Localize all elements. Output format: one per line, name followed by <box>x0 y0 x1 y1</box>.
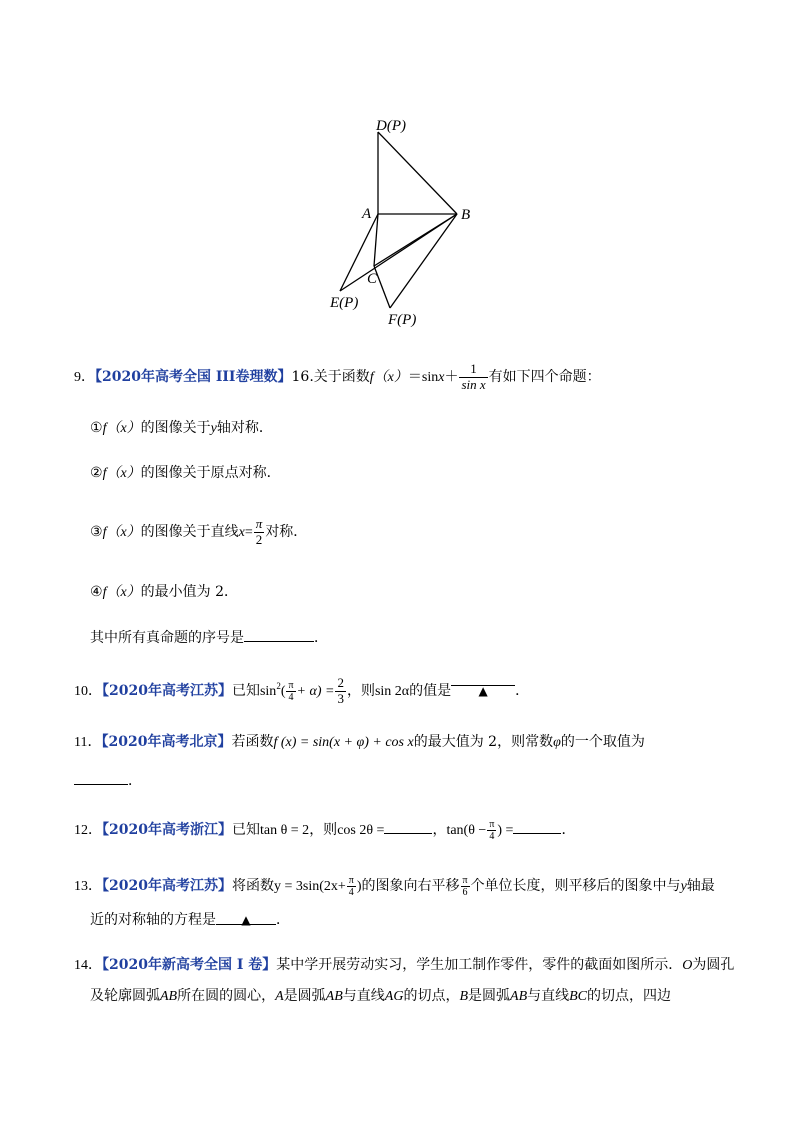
q13-answer-blank[interactable] <box>216 910 276 925</box>
q13-text-2: 的图象向右平移 <box>361 878 460 894</box>
q10-fraction-pi4 <box>286 680 295 703</box>
q10-text-1: 已知 <box>231 683 260 699</box>
q12-source-tag: 【2020年高考浙江】 <box>102 822 232 838</box>
q14-B: B <box>459 989 469 1004</box>
q9-suffix: 有如下四个命题： <box>488 369 601 385</box>
label-B: B <box>461 207 471 223</box>
q13-shift-num: π <box>462 874 468 886</box>
q9-item-4-marker: ④ <box>90 584 103 600</box>
q14-text-b: 所在圆的圆心， <box>177 988 276 1004</box>
q9-item-4 <box>90 582 238 603</box>
q12-end: ． <box>561 822 576 838</box>
q12-frac-num: π <box>489 818 495 830</box>
label-F: F(P) <box>388 312 417 328</box>
q10-rhs-den: 3 <box>337 690 344 706</box>
q9-item-3-text-b: 对称． <box>265 524 308 540</box>
q9-source-tag: 【2020年高考全国 III卷理数】 <box>95 369 292 385</box>
q10-sin2a: sin 2α <box>374 684 410 699</box>
q14-text-2: 为圆孔 <box>692 957 735 973</box>
label-A: A <box>362 206 372 222</box>
q11-text-3: 的一个取值为 <box>560 734 645 750</box>
q13-stem <box>74 866 715 907</box>
q12-tan2-b: ) = <box>497 823 514 838</box>
q10-sin: sin <box>259 684 277 699</box>
q9-stem <box>74 358 601 397</box>
q10-end: ． <box>515 683 530 699</box>
geometry-figure <box>300 108 500 338</box>
q14-O: O <box>682 958 693 973</box>
q9-item-3-eq: = <box>244 525 253 540</box>
q10-text-3: 的值是 <box>409 683 452 699</box>
q14-text-h: 的切点，四边 <box>587 988 672 1004</box>
q9-fx: f（x） <box>369 370 408 385</box>
q13-function-a: y = 3sin(2x+ <box>273 879 346 894</box>
q12-stem <box>74 810 575 851</box>
q10-blank-mark: ▲ <box>478 684 488 698</box>
q13-fraction-pi4 <box>347 875 356 898</box>
q12-fraction <box>487 819 496 842</box>
q14-text-g: 与直线 <box>527 988 570 1004</box>
q14-line-2 <box>90 986 671 1007</box>
q12-frac-den: 4 <box>489 830 495 842</box>
q13-frac-num: π <box>348 874 354 886</box>
q13-text-4: 轴最 <box>686 878 715 894</box>
q9-ask-text: 其中所有真命题的序号是 <box>90 630 244 646</box>
q9-plus: ＋ <box>444 370 459 385</box>
q11-number: 11． <box>74 735 102 750</box>
q10-rhs-num: 2 <box>337 675 344 691</box>
q13-frac-den: 4 <box>348 886 354 898</box>
q11-answer-blank[interactable] <box>74 770 128 785</box>
q9-item-1-text: 的图像关于 <box>140 420 211 436</box>
q12-number: 12． <box>74 823 102 838</box>
q13-line-2 <box>90 910 290 930</box>
q9-item-3-text: 的图像关于直线 <box>140 524 239 540</box>
q9-item-3-fx: f（x） <box>102 525 141 540</box>
q9-item-4-text: 的最小值为 2． <box>140 584 239 600</box>
q10-sup: 2 <box>276 681 281 691</box>
q13-function-b: ) <box>356 879 362 894</box>
q14-text-a: 及轮廓圆弧 <box>90 988 160 1004</box>
q12-tan: tan θ = 2 <box>259 823 310 838</box>
label-E: E(P) <box>330 295 359 311</box>
q9-number: 9． <box>74 370 95 385</box>
q13-shift-den: 6 <box>462 886 468 898</box>
q13-line-2-text: 近的对称轴的方程是 <box>90 912 216 928</box>
folding-triangle-diagram <box>300 108 500 338</box>
q10-frac-den: 4 <box>288 691 294 703</box>
q14-BC: BC <box>569 989 588 1004</box>
q14-AB-1: AB <box>160 989 178 1004</box>
q9-item-2 <box>90 463 281 484</box>
q9-item-2-marker: ② <box>90 465 103 481</box>
q9-item-2-fx: f（x） <box>102 466 141 481</box>
q10-text-2: ，则 <box>346 683 375 699</box>
label-D: D(P) <box>376 118 406 134</box>
edge-FB <box>390 214 457 308</box>
q10-paren: ( <box>280 684 286 699</box>
q9-item-3-var: x <box>238 525 245 540</box>
q10-number: 10． <box>74 684 102 699</box>
q10-answer-blank[interactable] <box>451 671 515 698</box>
q10-plus-alpha: + α) = <box>296 684 335 699</box>
q13-y: y <box>680 879 687 894</box>
q9-prefix: 16.关于函数 <box>291 369 370 385</box>
q9-frac-den: sin x <box>461 376 486 392</box>
q11-source-tag: 【2020年高考北京】 <box>101 734 232 750</box>
q13-blank-mark: ▲ <box>241 913 251 927</box>
q14-text-c: 是圆弧 <box>283 988 326 1004</box>
q11-stem <box>74 732 645 753</box>
q10-stem <box>74 666 529 712</box>
q14-A: A <box>275 989 284 1004</box>
q12-answer-blank-1[interactable] <box>384 819 432 834</box>
q12-cos: cos 2θ = <box>337 823 385 838</box>
q14-stem <box>74 955 734 976</box>
q13-text-3: 个单位长度，则平移后的图象中与 <box>470 878 681 894</box>
q12-answer-blank-2[interactable] <box>513 819 561 834</box>
q9-item-4-fx: f（x） <box>102 585 141 600</box>
q11-text-2: 的最大值为 2，则常数 <box>413 734 554 750</box>
q13-text-1: 将函数 <box>231 878 274 894</box>
q9-item-2-text: 的图像关于原点对称． <box>140 465 281 481</box>
q9-item-3-frac-num: π <box>255 516 263 532</box>
q9-item-3-fraction <box>254 517 265 547</box>
label-C: C <box>367 271 378 287</box>
q10-frac-num: π <box>288 679 294 691</box>
q14-AB-2: AB <box>325 989 343 1004</box>
q9-item-3 <box>90 512 307 553</box>
q9-ask <box>90 627 328 648</box>
q9-item-3-marker: ③ <box>90 524 103 540</box>
q14-number: 14． <box>74 958 102 973</box>
q14-text-1: 某中学开展劳动实习，学生加工制作零件，零件的截面如图所示． <box>276 957 683 973</box>
q12-text-2: ，则 <box>309 822 338 838</box>
q14-text-e: 的切点， <box>403 988 460 1004</box>
q14-AG: AG <box>384 989 404 1004</box>
q9-answer-blank[interactable] <box>244 627 314 642</box>
q11-end: ． <box>128 773 142 789</box>
q13-fraction-pi6 <box>461 875 470 898</box>
q9-item-1-text-b: 轴对称． <box>216 420 273 436</box>
q13-end: ． <box>276 912 290 928</box>
q9-eq: ＝sin <box>407 370 439 385</box>
q14-AB-3: AB <box>510 989 528 1004</box>
q11-phi: φ <box>553 735 561 750</box>
q10-source-tag: 【2020年高考江苏】 <box>102 683 232 699</box>
edge-CB <box>374 214 457 266</box>
q12-tan2-a: tan(θ − <box>446 823 487 838</box>
q14-text-f: 是圆弧 <box>468 988 511 1004</box>
q11-function: f (x) = sin(x + φ) + cos x <box>273 735 414 750</box>
q12-sep: ， <box>432 822 447 838</box>
q9-item-1-var: y <box>210 421 217 436</box>
q9-x: x <box>438 370 445 385</box>
q9-item-3-frac-den: 2 <box>255 531 263 547</box>
q14-text-d: 与直线 <box>342 988 385 1004</box>
q12-text-1: 已知 <box>231 822 260 838</box>
q9-frac-num: 1 <box>459 362 487 377</box>
q13-number: 13． <box>74 879 102 894</box>
q9-fraction <box>459 362 487 392</box>
q14-source-tag: 【2020年新高考全国 I 卷】 <box>102 957 277 973</box>
q9-item-1 <box>90 418 273 439</box>
q11-text-1: 若函数 <box>231 734 274 750</box>
edge-DB <box>378 132 457 214</box>
q11-answer-line <box>74 770 142 791</box>
q9-item-1-marker: ① <box>90 420 103 436</box>
q9-end: ． <box>314 630 328 646</box>
q13-source-tag: 【2020年高考江苏】 <box>102 878 232 894</box>
q10-fraction-rhs <box>335 676 346 706</box>
q9-item-1-fx: f（x） <box>102 421 141 436</box>
